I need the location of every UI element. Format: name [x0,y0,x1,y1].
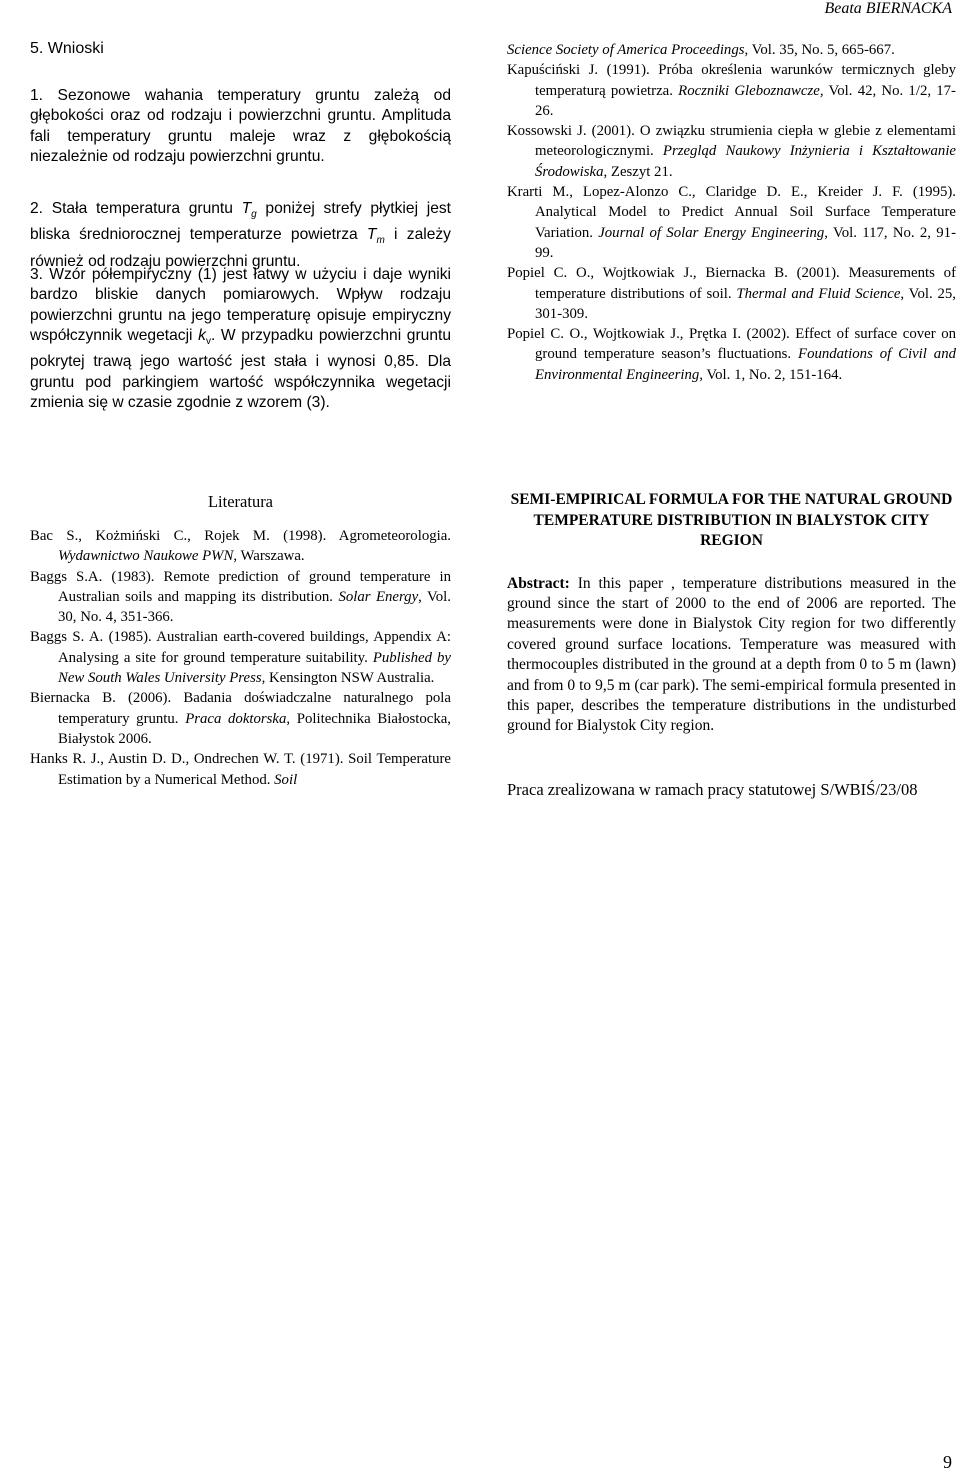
conclusion-item-1: 1. Sezonowe wahania temperatury gruntu zależą od głębokości oraz od rodzaju i powierzchni gruntu. Amplituda fali temperatury gruntu maleje wraz z głębokością niezależnie od rodzaju powierzchni gruntu. [30,87,451,165]
reference-item: Kapuściński J. (1991). Próba określenia warunków termicznych gleby temperaturą powietrza. Roczniki Gleboznawcze, Vol. 42, No. 1/2, 17-26. [507,62,956,119]
abstract: Abstract: In this paper , temperature distributions measured in the ground since the start of 2000 to the end of 2006 are reported. The measurements were done in Bialystok City region for two differently covered ground surface locations. Temperature was measured with thermocouples distributed in the ground at a depth from 0 to 5 m (lawn) and from 0 to 9,5 m (car park). The semi-empirical formula presented in this paper, describes the temperature distributions in the undisturbed ground for Bialystok City region. [507,574,956,735]
literature-title: Literatura [207,492,274,511]
reference-item: Bac S., Kożmiński C., Rojek M. (1998). Agrometeorologia. Wydawnictwo Naukowe PWN, Warszawa. [30,528,451,565]
page-number: 9 [943,1452,952,1472]
reference-item: Kossowski J. (2001). O związku strumienia ciepła w glebie z elementami meteorologicznymi. Przegląd Naukowy Inżynieria i Kształtowanie Środowiska, Zeszyt 21. [507,123,956,180]
conclusion-item-2: 2. Stała temperatura gruntu $T_g$ poniżej strefy płytkiej jest bliska średniorocznej temperaturze powietrza $T_m$ i zależy również od rodzaju powierzchni gruntu. [30,200,451,270]
abstract-label: Abstract: [507,574,570,592]
english-summary [507,490,956,800]
reference-continued: Science Society of America Proceedings, Vol. 35, No. 5, 665-667. [507,42,895,58]
reference-item: Baggs S.A. (1983). Remote prediction of ground temperature in Australian soils and mapping its distribution. Solar Energy, Vol. 30, No. 4, 351-366. [30,568,451,626]
reference-item: Hanks R. J., Austin D. D., Ondrechen W. T. (1971). Soil Temperature Estimation by a Numerical Method. Soil [30,751,451,788]
reference-item: Popiel C. O., Wojtkowiak J., Biernacka B. (2001). Measurements of temperature distributions of soil. Thermal and Fluid Science, Vol. 25, 301-309. [507,265,956,322]
symbol-kv: k [198,326,206,344]
conclusions-title: 5. Wnioski [30,40,104,57]
conclusion-item-3: 3. Wzór półempiryczny (1) jest łatwy w użyciu i daje wyniki bardzo bliskie danych pomiarowych. Wpływ rodzaju powierzchni gruntu na jego temperaturę opisuje empiryczny współczynnik wegetacji $k_v$. W przypadku powierzchni gruntu pokrytej trawą jego wartość jest stała i wynosi 0,85. Dla gruntu pod parkingiem wartość współczynnika wegetacji zmienia się w czasie zgodnie z wzorem (3). [30,266,451,411]
english-title: SEMI-EMPIRICAL FORMULA FOR THE NATURAL GROUND TEMPERATURE DISTRIBUTION IN BIALYSTOK CITY REGION [510,491,953,549]
funding-note: Praca zrealizowana w ramach pracy statutowej S/WBIŚ/23/08 [507,779,918,799]
literature-section [30,492,451,790]
symbol-tm: T [366,226,377,244]
reference-item: Baggs S. A. (1985). Australian earth-covered buildings, Appendix A: Analysing a site for ground temperature suitability. Published by New South Wales University Press, Kensington NSW Australia. [30,629,451,687]
reference-item: Krarti M., Lopez-Alonzo C., Claridge D. E., Kreider J. F. (1995). Analytical Model to Predict Annual Soil Surface Temperature Variation. Journal of Solar Energy Engineering, Vol. 117, No. 2, 91-99. [507,184,956,261]
running-header-author: Beata BIERNACKA [824,0,952,17]
symbol-tg: T [241,200,252,217]
reference-item: Popiel C. O., Wojtkowiak J., Prętka I. (2002). Effect of surface cover on ground temperature season’s fluctuations. Foundations of Civil and Environmental Engineering, Vol. 1, No. 2, 151-164. [507,326,956,383]
references-continued [507,40,956,385]
reference-item: Biernacka B. (2006). Badania doświadczalne naturalnego pola temperatury gruntu. Praca doktorska, Politechnika Białostocka, Białystok 2006. [30,690,451,747]
